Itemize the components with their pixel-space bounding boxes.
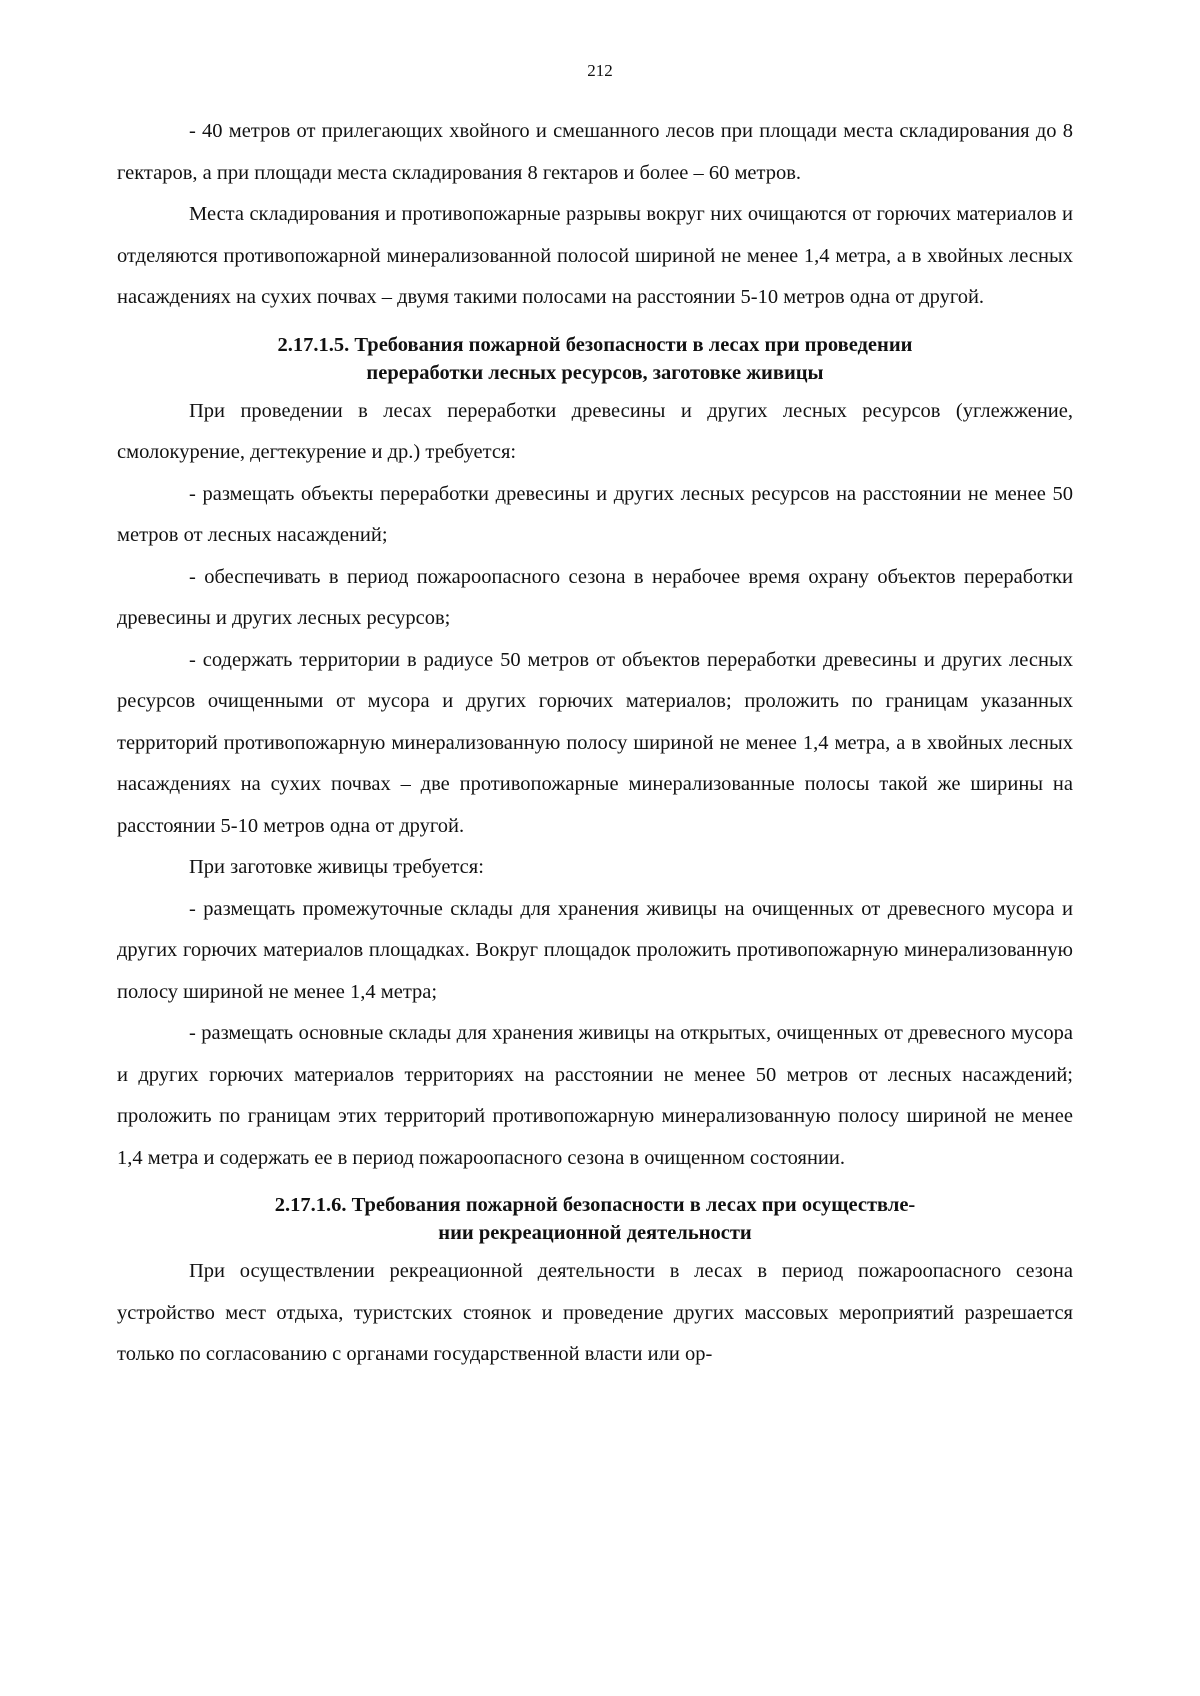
paragraph: - размещать объекты переработки древесины и других лесных ресурсов на расстоянии не менее 50 метров от лесных насаждений; xyxy=(117,482,1073,546)
paragraph: - размещать промежуточные склады для хранения живицы на очищенных от древесного мусора и других горючих материалов площадках. Вокруг площадок проложить противопожарную минерализованную полосу шириной не менее 1,4 метра; xyxy=(117,897,1073,1003)
section-heading-line: 2.17.1.6. Требования пожарной безопасности в лесах при осуществле- xyxy=(274,1194,916,1216)
section-heading-line: переработки лесных ресурсов, заготовке живицы xyxy=(366,361,824,384)
section-heading-line: нии рекреационной деятельности xyxy=(438,1222,752,1244)
section-heading xyxy=(117,1179,1073,1251)
paragraph: При заготовке живицы требуется: xyxy=(189,856,484,878)
paragraph: Места складирования и противопожарные разрывы вокруг них очищаются от горючих материалов и отделяются противопожарной минерализованной полосой шириной не менее 1,4 метра, а в хвойных лесных насаждениях на сухих почвах – двумя такими полосами на расстоянии 5-10 метров одна от другой. xyxy=(117,203,1073,308)
section-heading-line: 2.17.1.5. Требования пожарной безопасности в лесах при проведении xyxy=(277,333,913,356)
paragraph: При проведении в лесах переработки древесины и других лесных ресурсов (углежжение, смолокурение, дегтекурение и др.) требуется: xyxy=(117,399,1073,463)
page-number: 212 xyxy=(587,61,613,80)
paragraph: - 40 метров от прилегающих хвойного и смешанного лесов при площади места складирования до 8 гектаров, а при площади места складирования 8 гектаров и более – 60 метров. xyxy=(117,120,1073,184)
paragraph: При осуществлении рекреационной деятельности в лесах в период пожароопасного сезона устройство мест отдыха, туристских стоянок и проведение других массовых мероприятий разрешается только по согласованию с органами государственной власти или ор- xyxy=(117,1260,1073,1365)
paragraph: - обеспечивать в период пожароопасного сезона в нерабочее время охрану объектов переработки древесины и других лесных ресурсов; xyxy=(117,565,1073,629)
document-body xyxy=(117,111,1073,1376)
paragraph: - содержать территории в радиусе 50 метров от объектов переработки древесины и других лесных ресурсов очищенными от мусора и других горючих материалов; проложить по границам указанных территорий противопожарную минерализованную полосу шириной не менее 1,4 метра, а в хвойных лесных насаждениях на сухих почвах – две противопожарные минерализованные полосы такой же ширины на расстоянии 5-10 метров одна от другой. xyxy=(117,648,1073,837)
paragraph: - размещать основные склады для хранения живицы на открытых, очищенных от древесного мусора и других горючих материалов территориях на расстоянии не менее 50 метров от лесных насаждений; проложить по границам этих территорий противопожарную минерализованную полосу шириной не менее 1,4 метра и содержать ее в период пожароопасного сезона в очищенном состоянии. xyxy=(117,1022,1073,1169)
section-heading xyxy=(117,319,1073,391)
